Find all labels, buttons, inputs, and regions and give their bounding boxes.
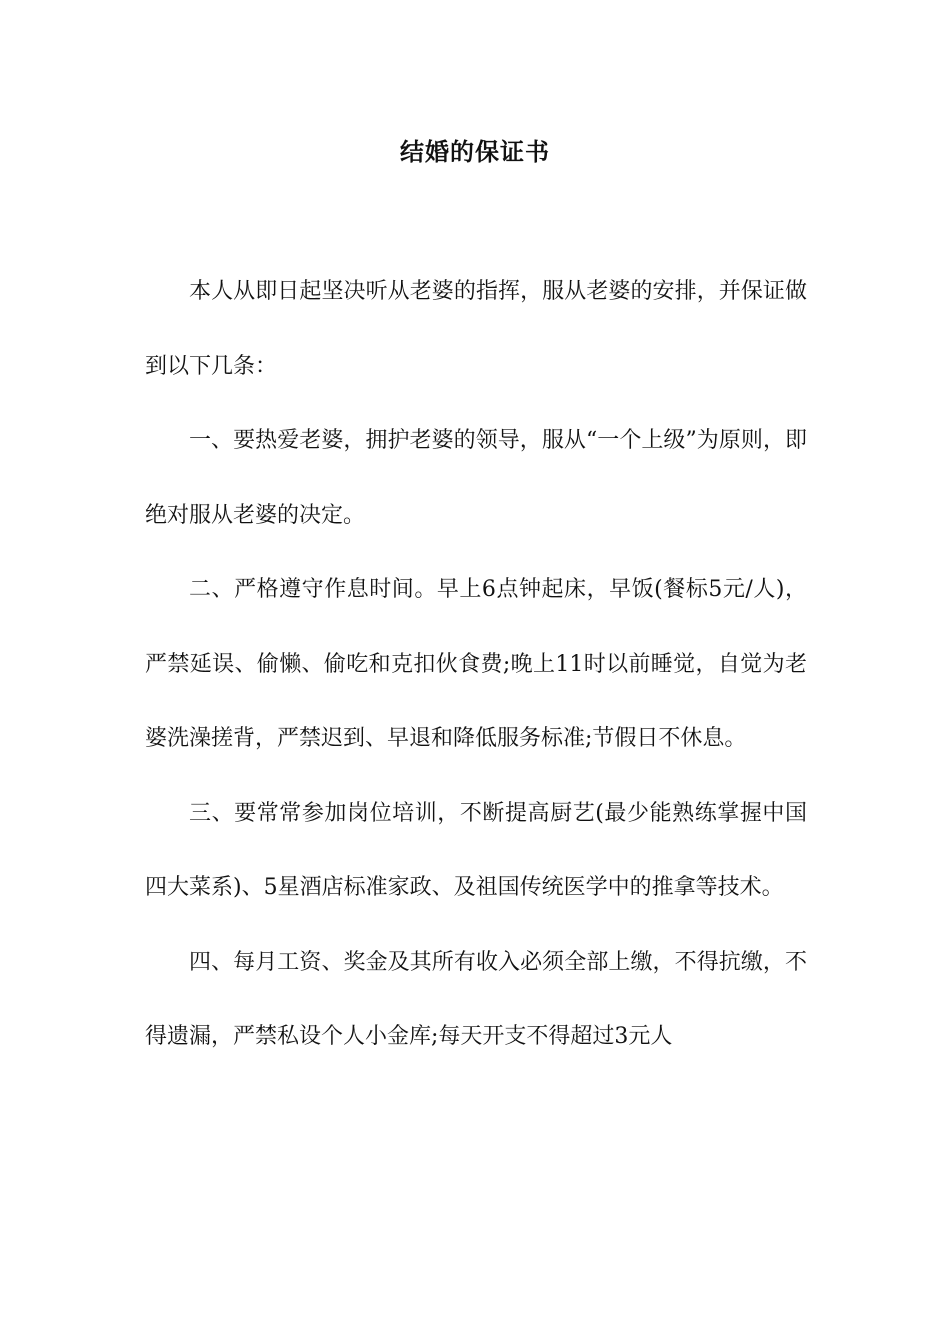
paragraph-clause-3: 三、要常常参加岗位培训，不断提高厨艺(最少能熟练掌握中国四大菜系)、5星酒店标准家政、及祖国传统医学中的推拿等技术。: [145, 800, 807, 900]
paragraph-clause-4: 四、每月工资、奖金及其所有收入必须全部上缴，不得抗缴，不得遗漏，严禁私设个人小金库;每天开支不得超过3元人: [145, 949, 807, 1049]
paragraph-clause-2: 二、严格遵守作息时间。早上6点钟起床，早饭(餐标5元/人)，严禁延误、偷懒、偷吃和克扣伙食费;晚上11时以前睡觉，自觉为老婆洗澡搓背，严禁迟到、早退和降低服务标准;节假日不休息。: [145, 577, 807, 751]
document-body: [145, 255, 807, 1075]
paragraph-clause-1: 一、要热爱老婆，拥护老婆的领导，服从“一个上级”为原则，即绝对服从老婆的决定。: [145, 428, 807, 528]
document-title: 结婚的保证书: [400, 137, 550, 166]
paragraph-intro: 本人从即日起坚决听从老婆的指挥，服从老婆的安排，并保证做到以下几条：: [145, 279, 807, 379]
